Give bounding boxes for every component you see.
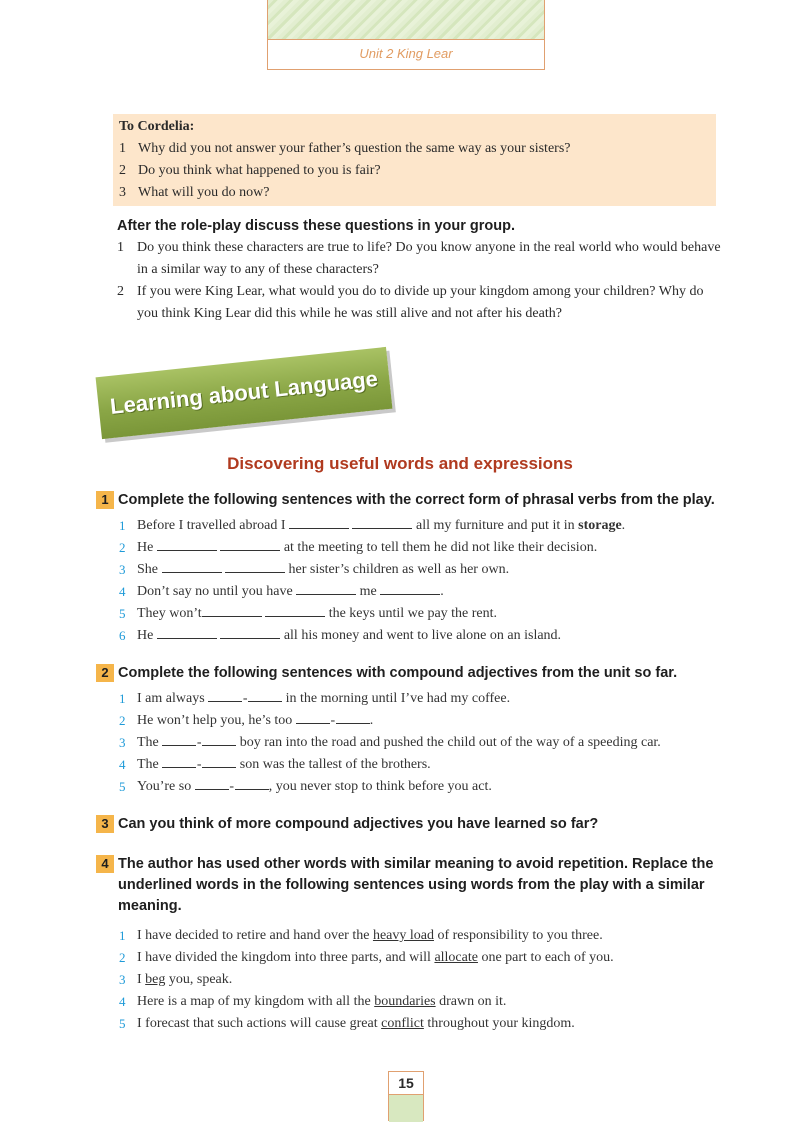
answer-blank[interactable] xyxy=(235,776,269,790)
answer-blank[interactable] xyxy=(248,688,282,702)
item-text: I forecast that such actions will cause great xyxy=(137,1016,378,1031)
item-number: 4 xyxy=(119,584,126,599)
item-number: 2 xyxy=(119,540,126,555)
answer-blank[interactable] xyxy=(202,754,236,768)
item-text: throughout your kingdom. xyxy=(427,1016,575,1031)
exercise-number-badge: 1 xyxy=(96,491,114,509)
item-number: 5 xyxy=(119,779,126,794)
item-text: . xyxy=(369,713,374,728)
exercise-instruction: Can you think of more compound adjectives you have learned so far? xyxy=(118,816,599,832)
exercise-item xyxy=(119,559,736,581)
page-number-tab xyxy=(388,1071,424,1121)
exercise-1 xyxy=(96,490,736,647)
page-tab-fill xyxy=(389,1095,423,1122)
answer-blank[interactable] xyxy=(296,581,356,595)
exercise-4 xyxy=(96,854,736,1035)
underlined-word: beg xyxy=(145,972,166,987)
question-number: 2 xyxy=(119,163,126,178)
item-text: The xyxy=(137,735,159,750)
answer-blank[interactable] xyxy=(157,537,217,551)
learning-about-language-banner xyxy=(96,347,393,439)
discussion-heading: After the role-play discuss these questions in your group. xyxy=(117,218,516,234)
item-text: I have divided the kingdom into three parts, and will xyxy=(137,950,431,965)
bold-word: storage xyxy=(578,518,622,533)
question-text: Why did you not answer your father’s question the same way as your sisters? xyxy=(138,141,571,156)
item-text: one part to each of you. xyxy=(481,950,614,965)
question-number: 3 xyxy=(119,185,126,200)
answer-blank[interactable] xyxy=(195,776,229,790)
exercise-heading xyxy=(96,814,736,835)
exercise-item xyxy=(119,537,736,559)
item-text: He xyxy=(137,540,154,555)
answer-blank[interactable] xyxy=(220,625,280,639)
unit-header xyxy=(267,0,545,70)
item-number: 5 xyxy=(119,1016,126,1031)
item-text: The xyxy=(137,757,159,772)
item-number: 1 xyxy=(119,518,126,533)
answer-blank[interactable] xyxy=(162,559,222,573)
discussion-question xyxy=(117,281,727,325)
exercise-item xyxy=(119,515,736,537)
question-text: What will you do now? xyxy=(138,185,270,200)
item-number: 3 xyxy=(119,562,126,577)
question-number: 1 xyxy=(117,240,124,255)
hyphen: - xyxy=(330,713,336,728)
item-text: her sister’s children as well as her own. xyxy=(288,562,510,577)
answer-blank[interactable] xyxy=(265,603,325,617)
item-text: They won’t xyxy=(137,606,202,621)
answer-blank[interactable] xyxy=(220,537,280,551)
exercise-item xyxy=(119,925,736,947)
cordelia-heading: To Cordelia: xyxy=(119,119,195,134)
exercise-item xyxy=(119,991,736,1013)
exercise-heading xyxy=(96,663,736,684)
item-text: all his money and went to live alone on an island. xyxy=(283,628,562,643)
item-number: 3 xyxy=(119,972,126,987)
item-text: I xyxy=(137,972,142,987)
answer-blank[interactable] xyxy=(380,581,440,595)
answer-blank[interactable] xyxy=(202,603,262,617)
cordelia-question xyxy=(119,138,710,160)
underlined-word: conflict xyxy=(381,1016,424,1031)
cordelia-question xyxy=(119,182,710,204)
item-text: He xyxy=(137,628,154,643)
answer-blank[interactable] xyxy=(208,688,242,702)
item-text: Here is a map of my kingdom with all the xyxy=(137,994,371,1009)
exercise-item xyxy=(119,581,736,603)
item-text: all my furniture and put it in xyxy=(415,518,575,533)
answer-blank[interactable] xyxy=(336,710,370,724)
item-text: son was the tallest of the brothers. xyxy=(239,757,431,772)
answer-blank[interactable] xyxy=(225,559,285,573)
answer-blank[interactable] xyxy=(162,754,196,768)
item-number: 3 xyxy=(119,735,126,750)
item-text: . xyxy=(621,518,626,533)
exercise-instruction: The author has used other words with similar meaning to avoid repetition. Replace the underlined words in the following sentences using words from the play with a similar meaning. xyxy=(118,856,714,914)
item-number: 2 xyxy=(119,713,126,728)
item-number: 5 xyxy=(119,606,126,621)
item-text: at the meeting to tell them he did not like their decision. xyxy=(283,540,598,555)
item-text: You’re so xyxy=(137,779,192,794)
answer-blank[interactable] xyxy=(202,732,236,746)
underlined-word: heavy load xyxy=(372,928,434,943)
item-number: 1 xyxy=(119,691,126,706)
item-number: 1 xyxy=(119,928,126,943)
hyphen: - xyxy=(229,779,235,794)
item-number: 4 xyxy=(119,757,126,772)
exercise-item xyxy=(119,732,736,754)
exercise-heading xyxy=(96,490,736,511)
exercise-number-badge: 3 xyxy=(96,815,114,833)
exercise-heading xyxy=(96,854,736,917)
question-number: 2 xyxy=(117,284,124,299)
section-title: Discovering useful words and expressions xyxy=(227,454,573,473)
item-text: . xyxy=(440,584,444,599)
item-text: Don’t say no until you have xyxy=(137,584,293,599)
item-text: Before I travelled abroad I xyxy=(137,518,286,533)
hyphen: - xyxy=(196,757,202,772)
question-text: If you were King Lear, what would you do to divide up your kingdom among your children? Why do you think King Lear did this while he was still alive and not after his death? xyxy=(137,284,704,321)
exercise-3 xyxy=(96,814,736,835)
item-text: I have decided to retire and hand over the xyxy=(137,928,370,943)
answer-blank[interactable] xyxy=(289,515,349,529)
exercise-item xyxy=(119,969,736,991)
question-text: Do you think these characters are true to life? Do you know anyone in the real world who would behave in a similar way to any of these characters? xyxy=(137,240,721,277)
item-number: 6 xyxy=(119,628,126,643)
item-number: 2 xyxy=(119,950,126,965)
cordelia-question xyxy=(119,160,710,182)
exercise-instruction: Complete the following sentences with compound adjectives from the unit so far. xyxy=(118,665,678,681)
item-text: He won’t help you, he’s too xyxy=(137,713,293,728)
answer-blank[interactable] xyxy=(157,625,217,639)
hyphen: - xyxy=(196,735,202,750)
exercise-item xyxy=(119,776,736,798)
discussion-question xyxy=(117,237,727,281)
question-number: 1 xyxy=(119,141,126,156)
exercise-instruction: Complete the following sentences with the correct form of phrasal verbs from the play. xyxy=(118,492,715,508)
exercise-item xyxy=(119,603,736,625)
underlined-word: boundaries xyxy=(374,994,436,1009)
item-number: 4 xyxy=(119,994,126,1009)
exercise-item xyxy=(119,754,736,776)
item-text: drawn on it. xyxy=(439,994,507,1009)
question-text: Do you think what happened to you is fair? xyxy=(138,163,381,178)
exercise-item xyxy=(119,1013,736,1035)
answer-blank[interactable] xyxy=(296,710,330,724)
exercise-2 xyxy=(96,663,736,798)
answer-blank[interactable] xyxy=(352,515,412,529)
item-text: She xyxy=(137,562,158,577)
page-number: 15 xyxy=(389,1072,423,1095)
exercise-item xyxy=(119,947,736,969)
underlined-word: allocate xyxy=(434,950,478,965)
exercise-number-badge: 4 xyxy=(96,855,114,873)
exercise-item xyxy=(119,710,736,732)
answer-blank[interactable] xyxy=(162,732,196,746)
item-text: I am always xyxy=(137,691,205,706)
item-text: in the morning until I’ve had my coffee. xyxy=(285,691,511,706)
item-text: of responsibility to you three. xyxy=(437,928,603,943)
exercise-item xyxy=(119,625,736,647)
item-text: me xyxy=(359,584,377,599)
hyphen: - xyxy=(242,691,248,706)
item-text: the keys until we pay the rent. xyxy=(328,606,498,621)
header-texture xyxy=(268,0,544,40)
cordelia-questions-box xyxy=(113,114,716,206)
item-text: boy ran into the road and pushed the child out of the way of a speeding car. xyxy=(239,735,661,750)
unit-title: Unit 2 King Lear xyxy=(359,46,453,61)
discussion-section xyxy=(117,218,727,325)
exercise-number-badge: 2 xyxy=(96,664,114,682)
banner-label: Learning about Language xyxy=(108,366,379,419)
item-text: , you never stop to think before you act. xyxy=(268,779,492,794)
exercise-item xyxy=(119,688,736,710)
item-text: you, speak. xyxy=(168,972,233,987)
